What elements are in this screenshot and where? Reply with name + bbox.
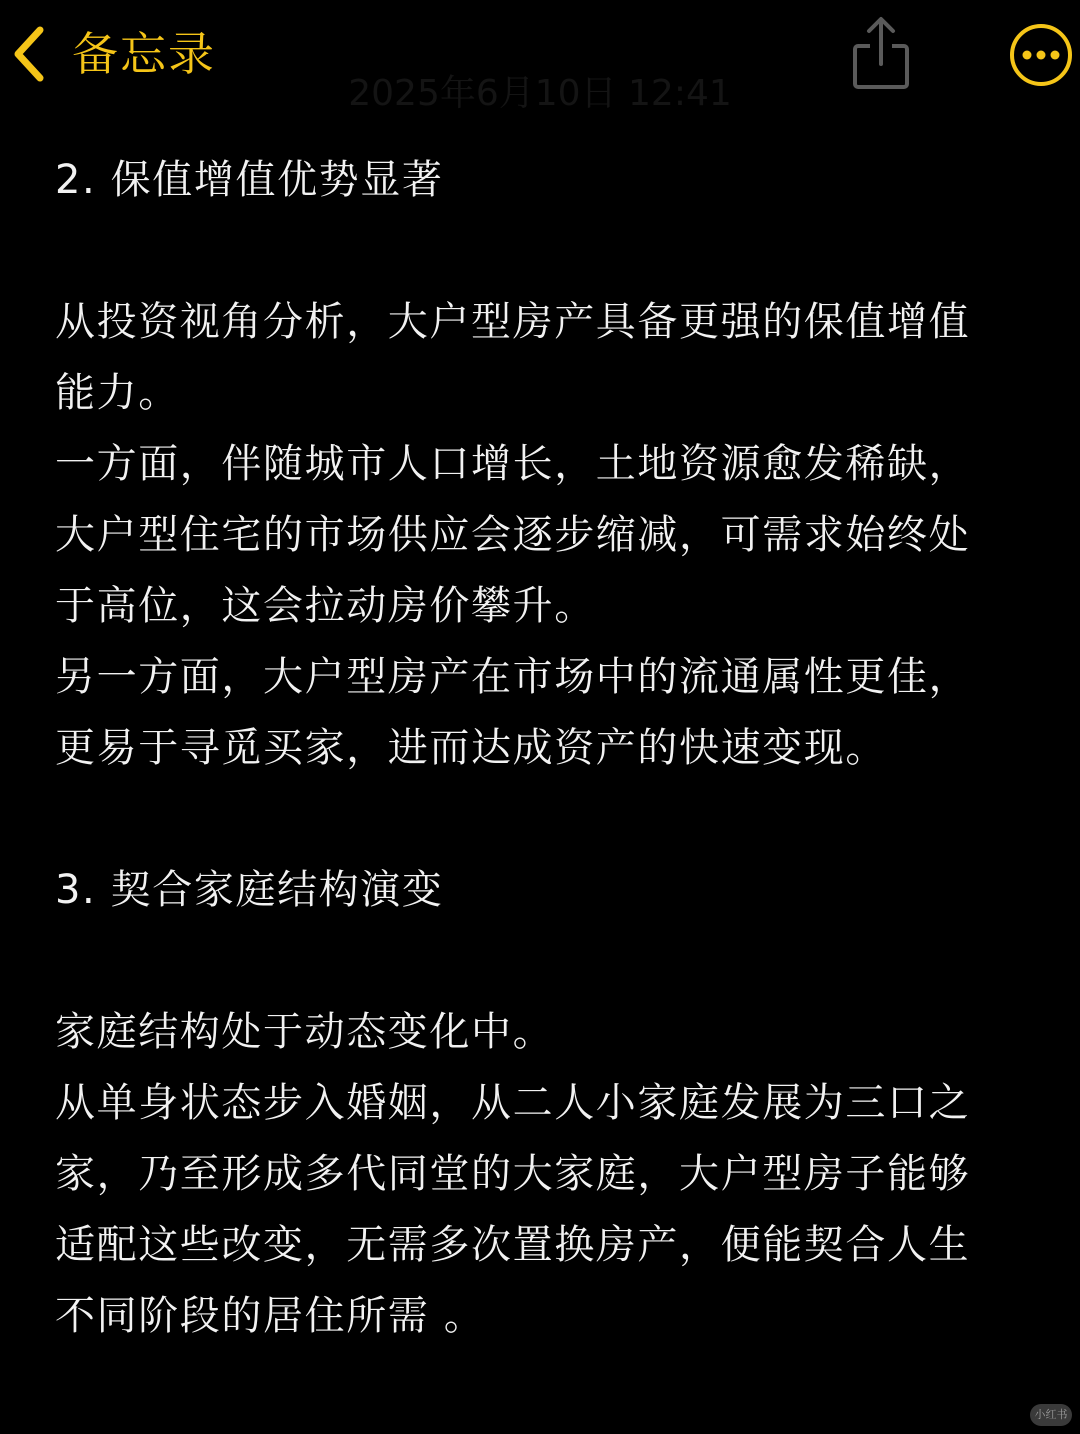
more-options-button[interactable]: [1008, 22, 1074, 88]
more-icon: [1008, 73, 1074, 92]
note-line: 从单身状态步入婚姻，从二人小家庭发展为三口之: [55, 1080, 971, 1126]
note-line: 不同阶段的居住所需 。: [55, 1293, 486, 1339]
note-blank-line: [55, 216, 1030, 287]
note-heading: 3. 契合家庭结构演变: [55, 867, 444, 913]
note-line: 从投资视角分析，大户型房产具备更强的保值增值: [55, 299, 971, 345]
back-label: 备忘录: [72, 27, 216, 81]
note-line: 另一方面，大户型房产在市场中的流通属性更佳，: [55, 654, 971, 700]
note-line: 大户型住宅的市场供应会逐步缩减，可需求始终处: [55, 512, 971, 558]
note-line: 于高位，这会拉动房价攀升。: [55, 583, 596, 629]
share-button[interactable]: [848, 14, 914, 94]
note-line: 能力。: [55, 370, 180, 416]
watermark-badge: 小红书: [1030, 1404, 1072, 1426]
note-heading: 2. 保值增值优势显著: [55, 157, 444, 203]
share-icon: [848, 79, 914, 98]
note-blank-line: [55, 784, 1030, 855]
note-timestamp: 2025年6月10日 12:41: [348, 73, 732, 114]
note-line: 适配这些改变，无需多次置换房产，便能契合人生: [55, 1222, 971, 1268]
note-blank-line: [55, 926, 1030, 997]
note-line: 家庭结构处于动态变化中。: [55, 1009, 555, 1055]
note-body[interactable]: [55, 145, 1030, 1352]
navigation-bar: [0, 0, 1080, 120]
note-line: 一方面，伴随城市人口增长，土地资源愈发稀缺，: [55, 441, 971, 487]
note-line: 更易于寻觅买家，进而达成资产的快速变现。: [55, 725, 887, 771]
note-line: 家，乃至形成多代同堂的大家庭，大户型房子能够: [55, 1151, 971, 1197]
